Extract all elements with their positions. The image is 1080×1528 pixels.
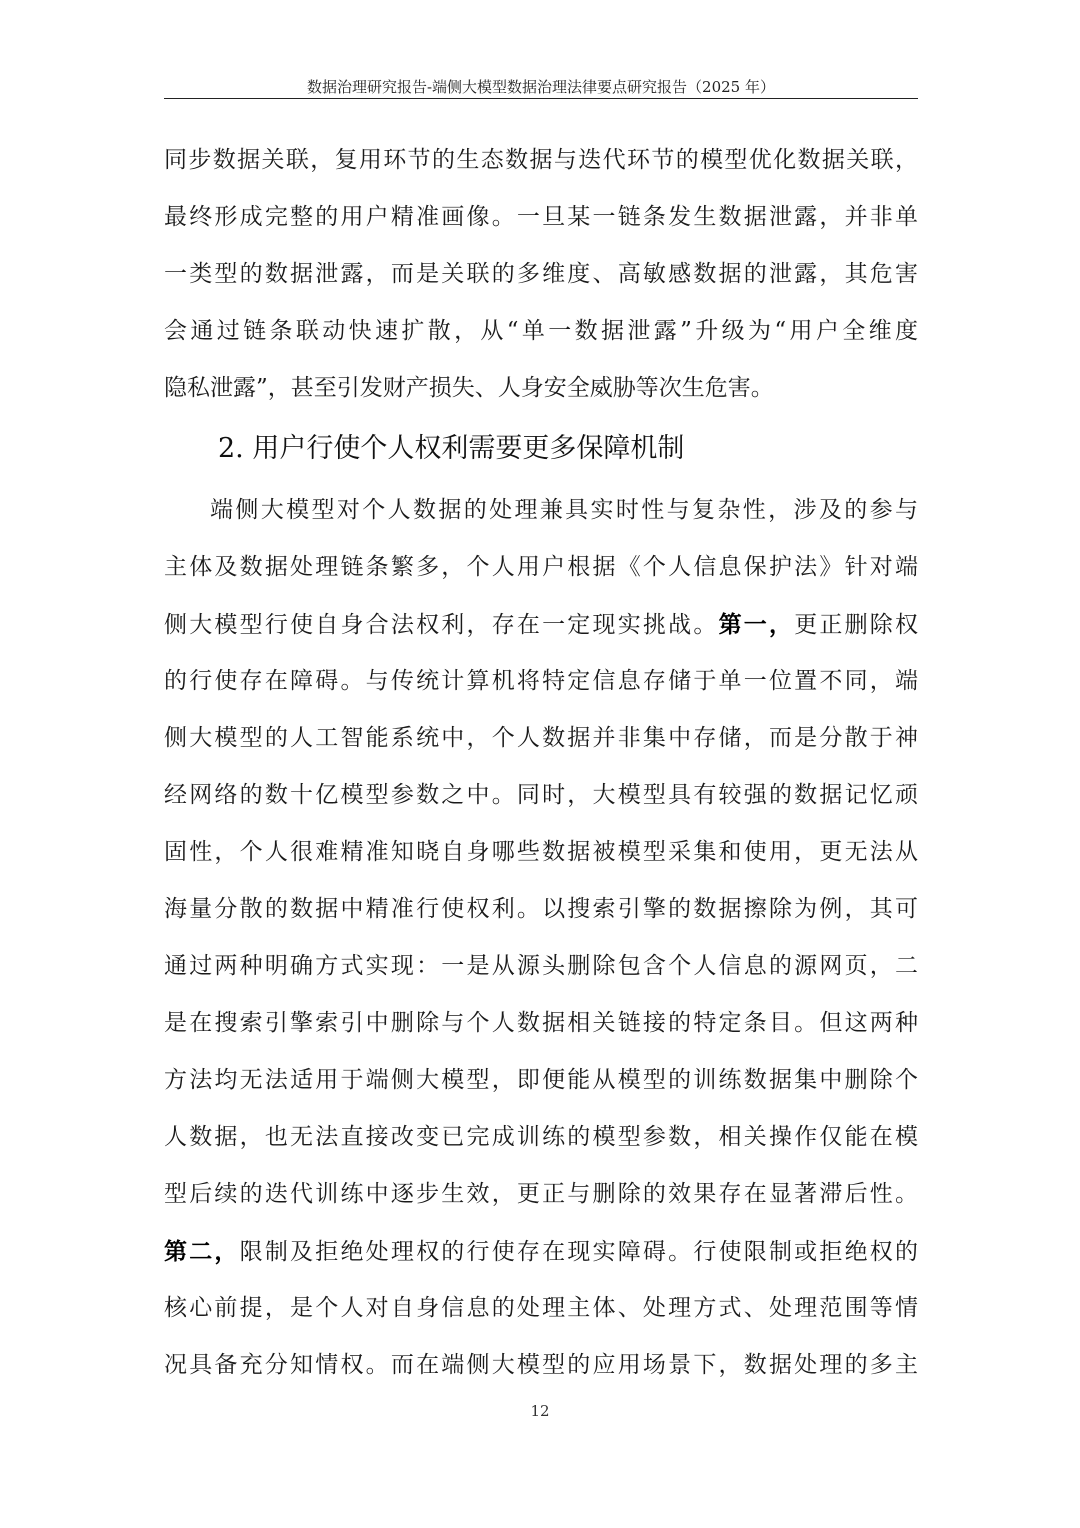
text-line: 一类型的数据泄露，而是关联的多维度、高敏感数据的泄露，其危害 (164, 261, 918, 287)
text-line: 是在搜索引擎索引中删除与个人数据相关链接的特定条目。但这两种 (164, 1010, 918, 1036)
text-run: 更正删除权 (794, 612, 919, 638)
text-line: 端侧大模型对个人数据的处理兼具实时性与复杂性，涉及的参与 (210, 497, 918, 523)
text-line: 侧大模型的人工智能系统中，个人数据并非集中存储，而是分散于神 (164, 725, 918, 751)
section-heading: 2. 用户行使个人权利需要更多保障机制 (218, 433, 685, 464)
text-line: 隐私泄露”，甚至引发财产损失、人身安全威胁等次生危害。 (164, 375, 774, 401)
text-run: 限制及拒绝处理权的行使存在现实障碍。行使限制或拒绝权的 (239, 1239, 919, 1265)
text-line: 会通过链条联动快速扩散，从“单一数据泄露”升级为“用户全维度 (164, 318, 918, 344)
text-line: 最终形成完整的用户精准画像。一旦某一链条发生数据泄露，并非单 (164, 204, 918, 230)
page-number: 12 (530, 1402, 550, 1420)
text-line: 核心前提，是个人对自身信息的处理主体、处理方式、处理范围等情 (164, 1295, 918, 1321)
text-line: 主体及数据处理链条繁多，个人用户根据《个人信息保护法》针对端 (164, 554, 918, 580)
bold-marker: 第一， (718, 611, 795, 638)
text-line: 型后续的迭代训练中逐步生效，更正与删除的效果存在显著滞后性。 (164, 1181, 918, 1207)
text-line (164, 1223, 918, 1280)
text-line (164, 596, 918, 653)
text-line: 同步数据关联，复用环节的生态数据与迭代环节的模型优化数据关联， (164, 147, 918, 173)
text-line: 海量分散的数据中精准行使权利。以搜索引擎的数据擦除为例，其可 (164, 896, 918, 922)
text-line: 人数据，也无法直接改变已完成训练的模型参数，相关操作仅能在模 (164, 1124, 918, 1150)
text-line: 通过两种明确方式实现：一是从源头删除包含个人信息的源网页，二 (164, 953, 918, 979)
header-rule (164, 98, 918, 99)
text-line: 经网络的数十亿模型参数之中。同时，大模型具有较强的数据记忆顽 (164, 782, 918, 808)
text-line: 况具备充分知情权。而在端侧大模型的应用场景下，数据处理的多主 (164, 1352, 918, 1378)
text-line: 的行使存在障碍。与传统计算机将特定信息存储于单一位置不同，端 (164, 668, 918, 694)
running-header: 数据治理研究报告-端侧大模型数据治理法律要点研究报告（2025 年） (306, 78, 775, 96)
text-line: 固性，个人很难精准知晓自身哪些数据被模型采集和使用，更无法从 (164, 839, 918, 865)
text-line: 方法均无法适用于端侧大模型，即便能从模型的训练数据集中删除个 (164, 1067, 918, 1093)
text-run: 侧大模型行使自身合法权利，存在一定现实挑战。 (164, 612, 719, 638)
bold-marker: 第二， (164, 1238, 240, 1265)
